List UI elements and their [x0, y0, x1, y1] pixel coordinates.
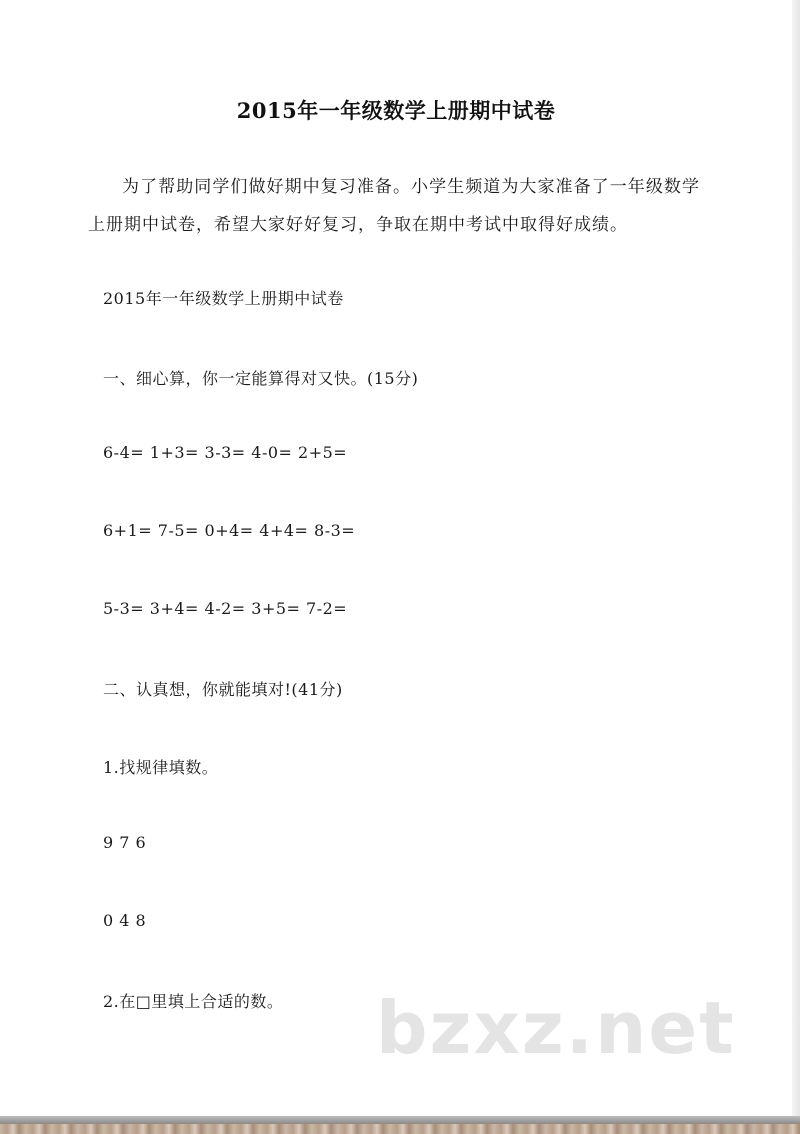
section-2-heading: 二、认真想，你就能填对!(41分) — [103, 680, 343, 699]
calc-row-2: 6+1= 7-5= 0+4= 4+4= 8-3= — [103, 521, 356, 540]
calc-row-1: 6-4= 1+3= 3-3= 4-0= 2+5= — [103, 443, 348, 462]
calc-row-3: 5-3= 3+4= 4-2= 3+5= 7-2= — [103, 599, 348, 618]
page-bottom-shadow — [0, 1116, 800, 1124]
question-2: 2.在□里填上合适的数。 — [103, 992, 284, 1011]
site-watermark: bzxz.net — [376, 986, 736, 1070]
section-1-heading: 一、细心算，你一定能算得对又快。(15分) — [103, 369, 419, 388]
page-right-edge — [792, 0, 800, 1118]
intro-paragraph: 为了帮助同学们做好期中复习准备。小学生频道为大家准备了一年级数学上册期中试卷，希望大家好好复习，争取在期中考试中取得好成绩。 — [88, 177, 700, 235]
document-title: 2015年一年级数学上册期中试卷 — [236, 98, 556, 123]
question-1: 1.找规律填数。 — [103, 758, 219, 777]
exam-subtitle: 2015年一年级数学上册期中试卷 — [103, 289, 344, 308]
background-strip — [0, 1124, 800, 1134]
question-1-sequence-2: 0 4 8 — [103, 911, 147, 930]
question-1-sequence-1: 9 7 6 — [103, 833, 147, 852]
